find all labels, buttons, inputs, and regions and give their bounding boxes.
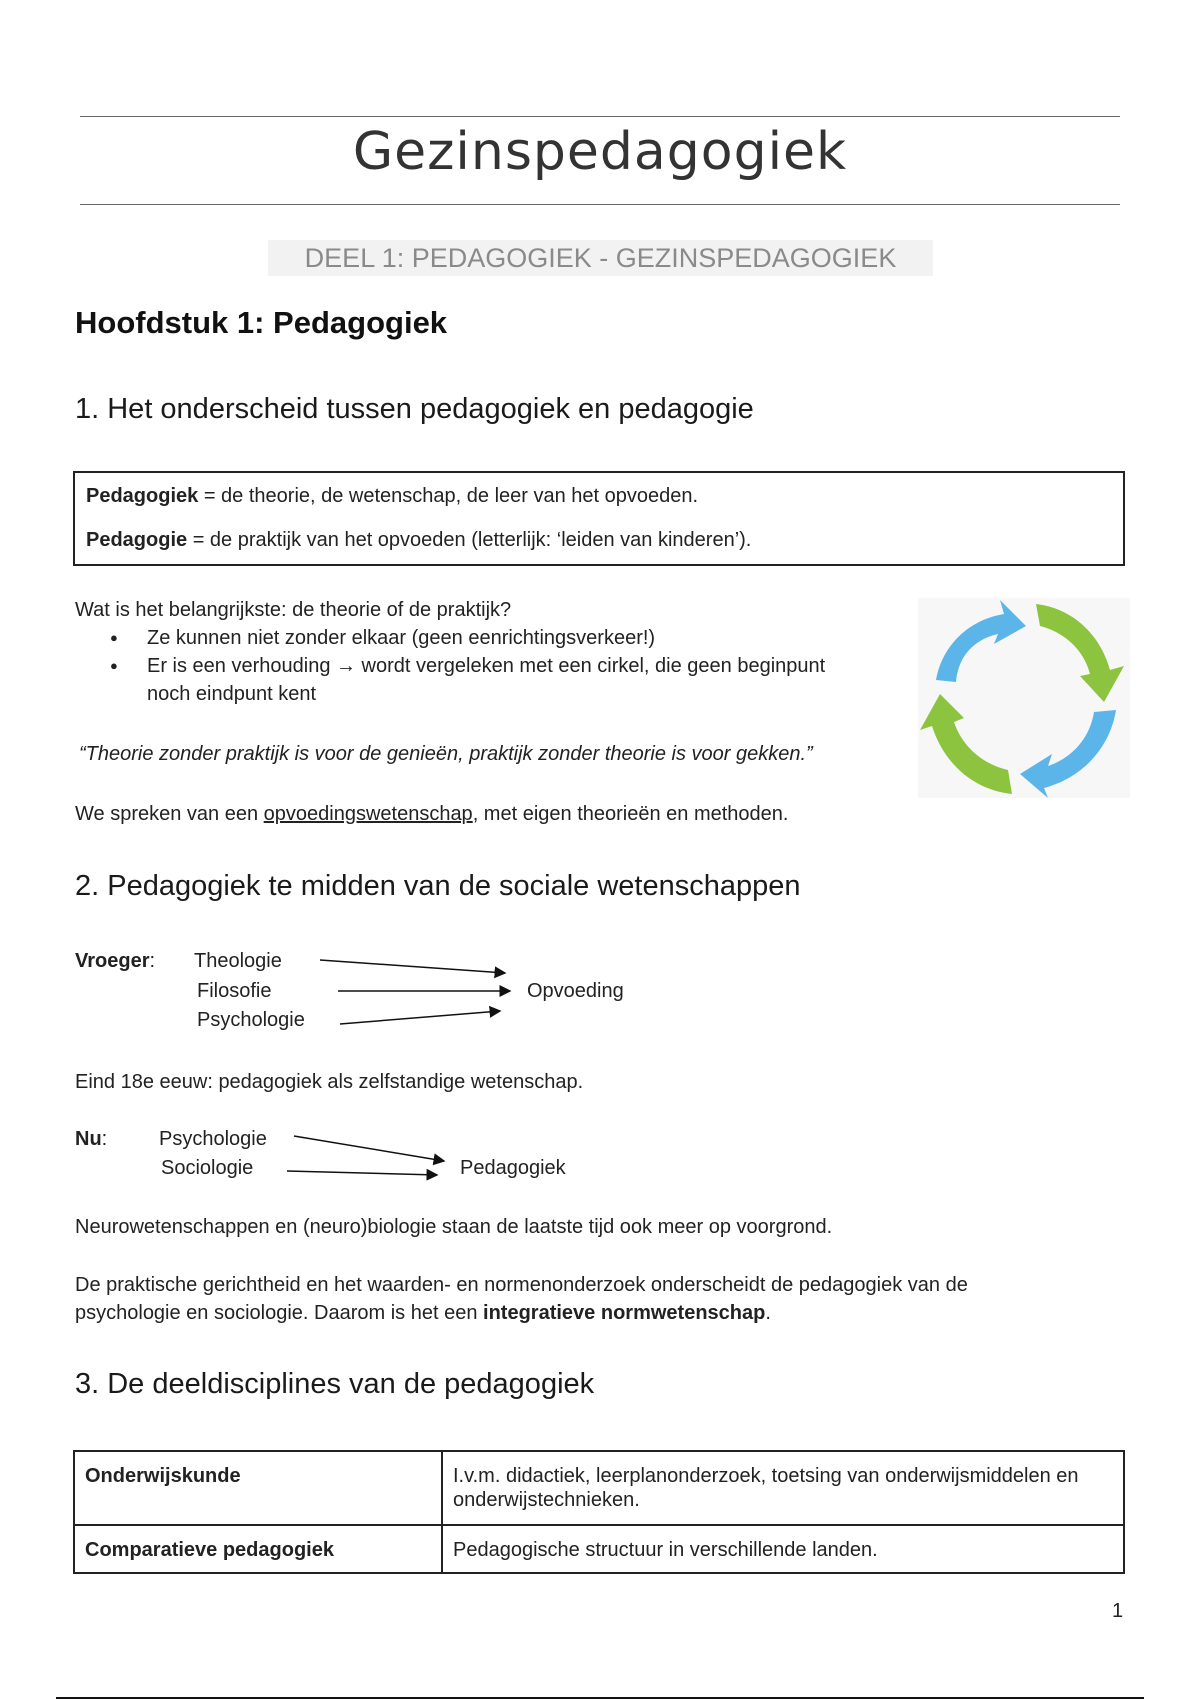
now-source: Psychologie [159,1128,267,1150]
definition-text: = de praktijk van het opvoeden (letterlijk: ‘leiden van kinderen’). [187,529,752,551]
table-row [74,1451,1124,1525]
cycle-background [918,598,1130,798]
table-row [74,1525,1124,1573]
before-source: Theologie [194,950,282,972]
arrow-theologie [320,960,505,973]
section1-heading: 1. Het onderscheid tussen pedagogiek en pedagogie [75,393,754,425]
integrative-line1: De praktische gerichtheid en het waarden- en normenonderzoek onderscheidt de pedagogiek van de [75,1274,968,1296]
before-target: Opvoeding [527,980,624,1002]
title-bottom-rule [80,204,1120,205]
now-source: Sociologie [161,1157,254,1179]
title-top-rule [80,116,1120,117]
arrow-psychologie [340,1011,500,1024]
page-number: 1 [1112,1600,1124,1622]
chapter-heading: Hoofdstuk 1: Pedagogiek [75,305,448,340]
document-title: Gezinspedagogiek [352,122,848,182]
definition-term: Pedagogie [86,529,188,551]
section3-heading: 3. De deeldisciplines van de pedagogiek [75,1368,595,1400]
science-sentence [75,800,788,828]
science-pre: We spreken van een [75,803,264,825]
arrow-now-sociologie [287,1171,437,1175]
cycle-arrows-icon [918,598,1130,798]
neuro-text: Neurowetenschappen en (neuro)biologie staan de laatste tijd ook meer op voorgrond. [75,1216,833,1238]
table-cell-desc: I.v.m. didactiek, leerplanonderzoek, toetsing van onderwijsmiddelen en onderwijstechnieken. [442,1451,1124,1525]
page-bottom-rule [56,1697,1144,1699]
list-item: ● Er is een verhouding → wordt vergeleken met een cirkel, die geen beginpunt noch eindpunt kent [110,652,840,708]
before-label [75,950,155,973]
section2-heading: 2. Pedagogiek te midden van de sociale wetenschappen [75,870,801,902]
bullet-list [110,624,840,708]
table-cell-term: Comparatieve pedagogiek [74,1525,442,1573]
now-label-text: Nu [75,1128,102,1150]
before-label-colon: : [149,950,156,972]
science-term-underlined: opvoedingswetenschap [263,803,473,825]
before-source: Psychologie [197,1009,305,1031]
now-label-colon: : [101,1128,108,1150]
definition-box [73,471,1125,566]
list-item: ● Ze kunnen niet zonder elkaar (geen eenrichtingsverkeer!) [110,624,840,652]
integrative-text [75,1271,1135,1327]
quote-text: “Theorie zonder praktijk is voor de genieën, praktijk zonder theorie is voor gekken.” [79,743,813,765]
table-cell-desc: Pedagogische structuur in verschillende landen. [442,1525,1124,1573]
integrative-end: . [765,1302,771,1324]
question-text: Wat is het belangrijkste: de theorie of de praktijk? [75,599,512,621]
definition-term: Pedagogiek [86,485,199,507]
definition-pedagogie [86,529,751,552]
disciplines-table [73,1450,1125,1574]
eighteenth-century-text: Eind 18e eeuw: pedagogiek als zelfstandige wetenschap. [75,1071,584,1093]
integrative-line2: psychologie en sociologie. Daarom is het een [75,1302,484,1324]
definition-text: = de theorie, de wetenschap, de leer van het opvoeden. [198,485,699,507]
before-label-text: Vroeger [75,950,150,972]
science-post: , met eigen theorieën en methoden. [472,803,789,825]
now-label [75,1128,107,1151]
arrow-now-psychologie [294,1136,444,1161]
now-target: Pedagogiek [460,1157,566,1179]
table-cell-term: Onderwijskunde [74,1451,442,1525]
part-heading: DEEL 1: PEDAGOGIEK - GEZINSPEDAGOGIEK [268,240,933,276]
definition-pedagogiek [86,485,698,508]
integrative-bold: integratieve normwetenschap [483,1302,766,1324]
before-source: Filosofie [197,980,272,1002]
